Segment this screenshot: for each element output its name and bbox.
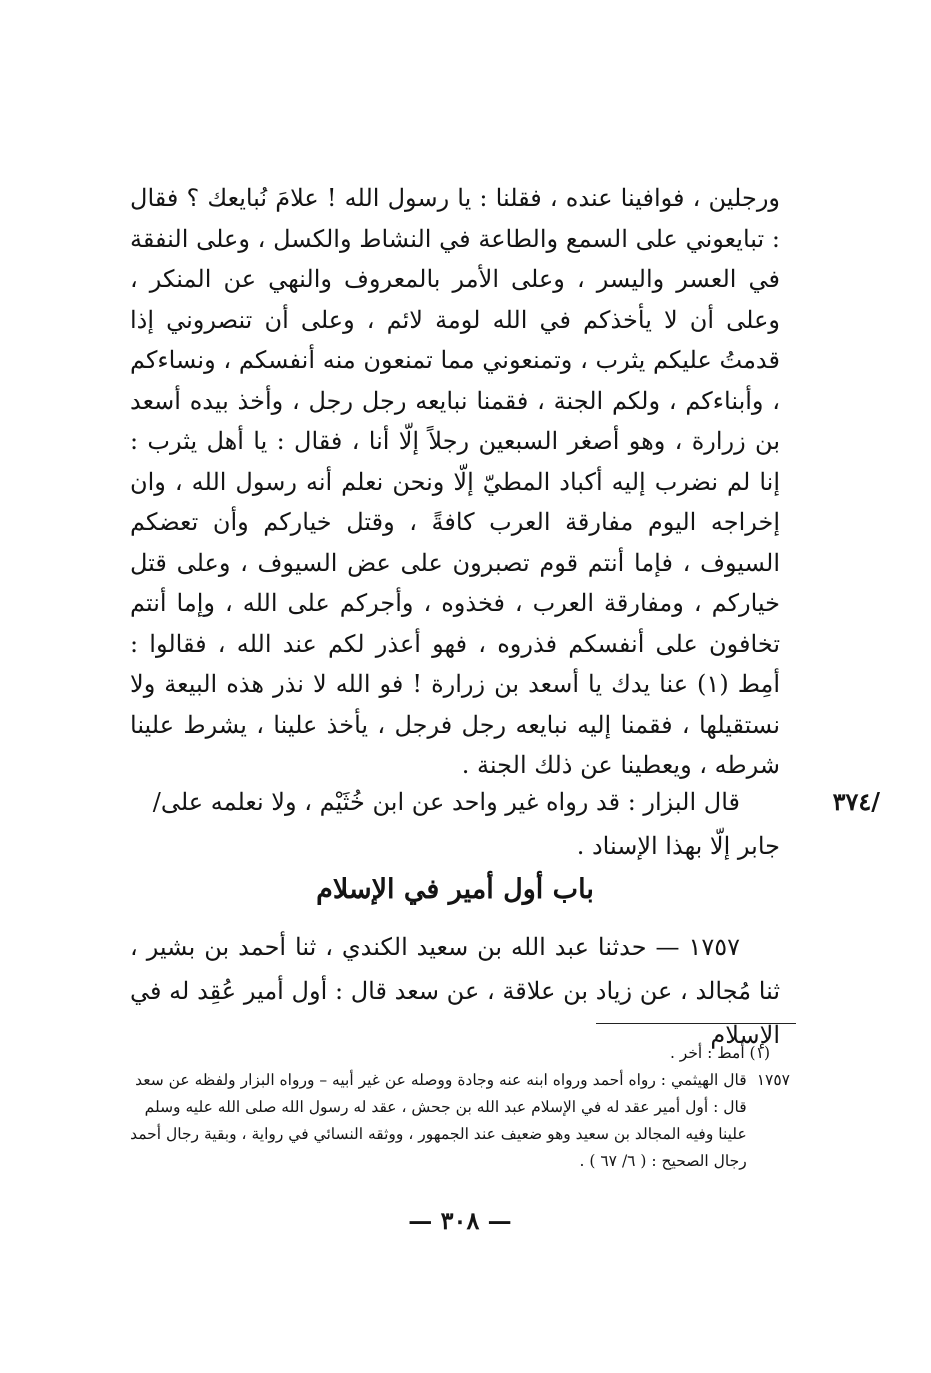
page-number: — ٣٠٨ — <box>408 1206 512 1235</box>
bazzar-note-block <box>130 780 780 868</box>
footnote-2-text: قال الهيثمي : رواه أحمد ورواه ابنه عنه وجادة ووصله عن غير أبيه – ورواه البزار ولفظه عن سعد قال : أول أمير عقد له في الإسلام عبد الله بن جحش ، عقد له رسول الله صلى الله عليه وسلم علينا وفيه المجالد بن سعيد وهو ضعيف عند الجمهور ، ووثقه النسائي في رواية ، وبقية رجال أحمد رجال الصحيح : ( ٦/ ٦٧ ) . <box>130 1071 747 1170</box>
hadith-text: ١٧٥٧ — حدثنا عبد الله بن سعيد الكندي ، ثنا أحمد بن بشير ، ثنا مُجالد ، عن زياد بن علاقة ، عن سعد قال : أول أمير عُقِد له في الإسلام <box>130 933 780 1049</box>
main-text-block <box>130 178 780 786</box>
footnote-1: (١) أمط : أخر . <box>669 1044 770 1062</box>
footnote-2-number: ١٧٥٧ <box>756 1071 790 1089</box>
main-paragraph: ورجلين ، فوافينا عنده ، فقلنا : يا رسول الله ! علامَ نُبايعك ؟ فقال : تبايعوني على السمع والطاعة في النشاط والكسل ، وعلى النفقة في العسر واليسر ، وعلى الأمر بالمعروف والنهي عن المنكر ، وعلى أن لا يأخذكم في الله لومة لائم ، وعلى أن تنصروني إذا قدمتُ عليكم يثرب ، وتمنعوني مما تمنعون منه أنفسكم ، ونساءكم ، وأبناءكم ، ولكم الجنة ، فقمنا نبايعه رجل رجل ، وأخذ بيده أسعد بن زرارة ، وهو أصغر السبعين رجلاً إلّا أنا ، فقال : يا أهل يثرب : إنا لم نضرب إليه أكباد المطيّ إلّا ونحن نعلم أنه رسول الله ، وان إخراجه اليوم مفارقة العرب كافةً ، وقتل خياركم وأن تعضكم السيوف ، فإما أنتم قوم تصبرون على عض السيوف ، وعلى قتل خياركم ، ومفارقة العرب ، فخذوه ، وأجركم على الله ، وإما أنتم تخافون على أنفسكم فذروه ، فهو أعذر لكم عند الله ، فقالوا : أمِط (١) عنا يدك يا أسعد بن زرارة ! فو الله لا نذر هذه البيعة ولا نستقيلها ، فقمنا إليه نبايعه رجل فرجل ، يأخذ علينا ، يشرط علينا شرطه ، ويعطينا عن ذلك الجنة . <box>130 184 781 779</box>
section-heading: باب أول أمير في الإسلام <box>316 874 594 905</box>
hadith-block <box>130 925 780 1057</box>
margin-page-marker: /٣٧٤ <box>832 787 880 816</box>
footnotes <box>130 1040 790 1175</box>
bazzar-note-text: قال البزار : قد رواه غير واحد عن ابن خُثَيْم ، ولا نعلمه على/ جابر إلّا بهذا الإسناد . <box>152 788 780 860</box>
footnote-2 <box>130 1067 790 1175</box>
footnote-divider <box>596 1023 796 1024</box>
